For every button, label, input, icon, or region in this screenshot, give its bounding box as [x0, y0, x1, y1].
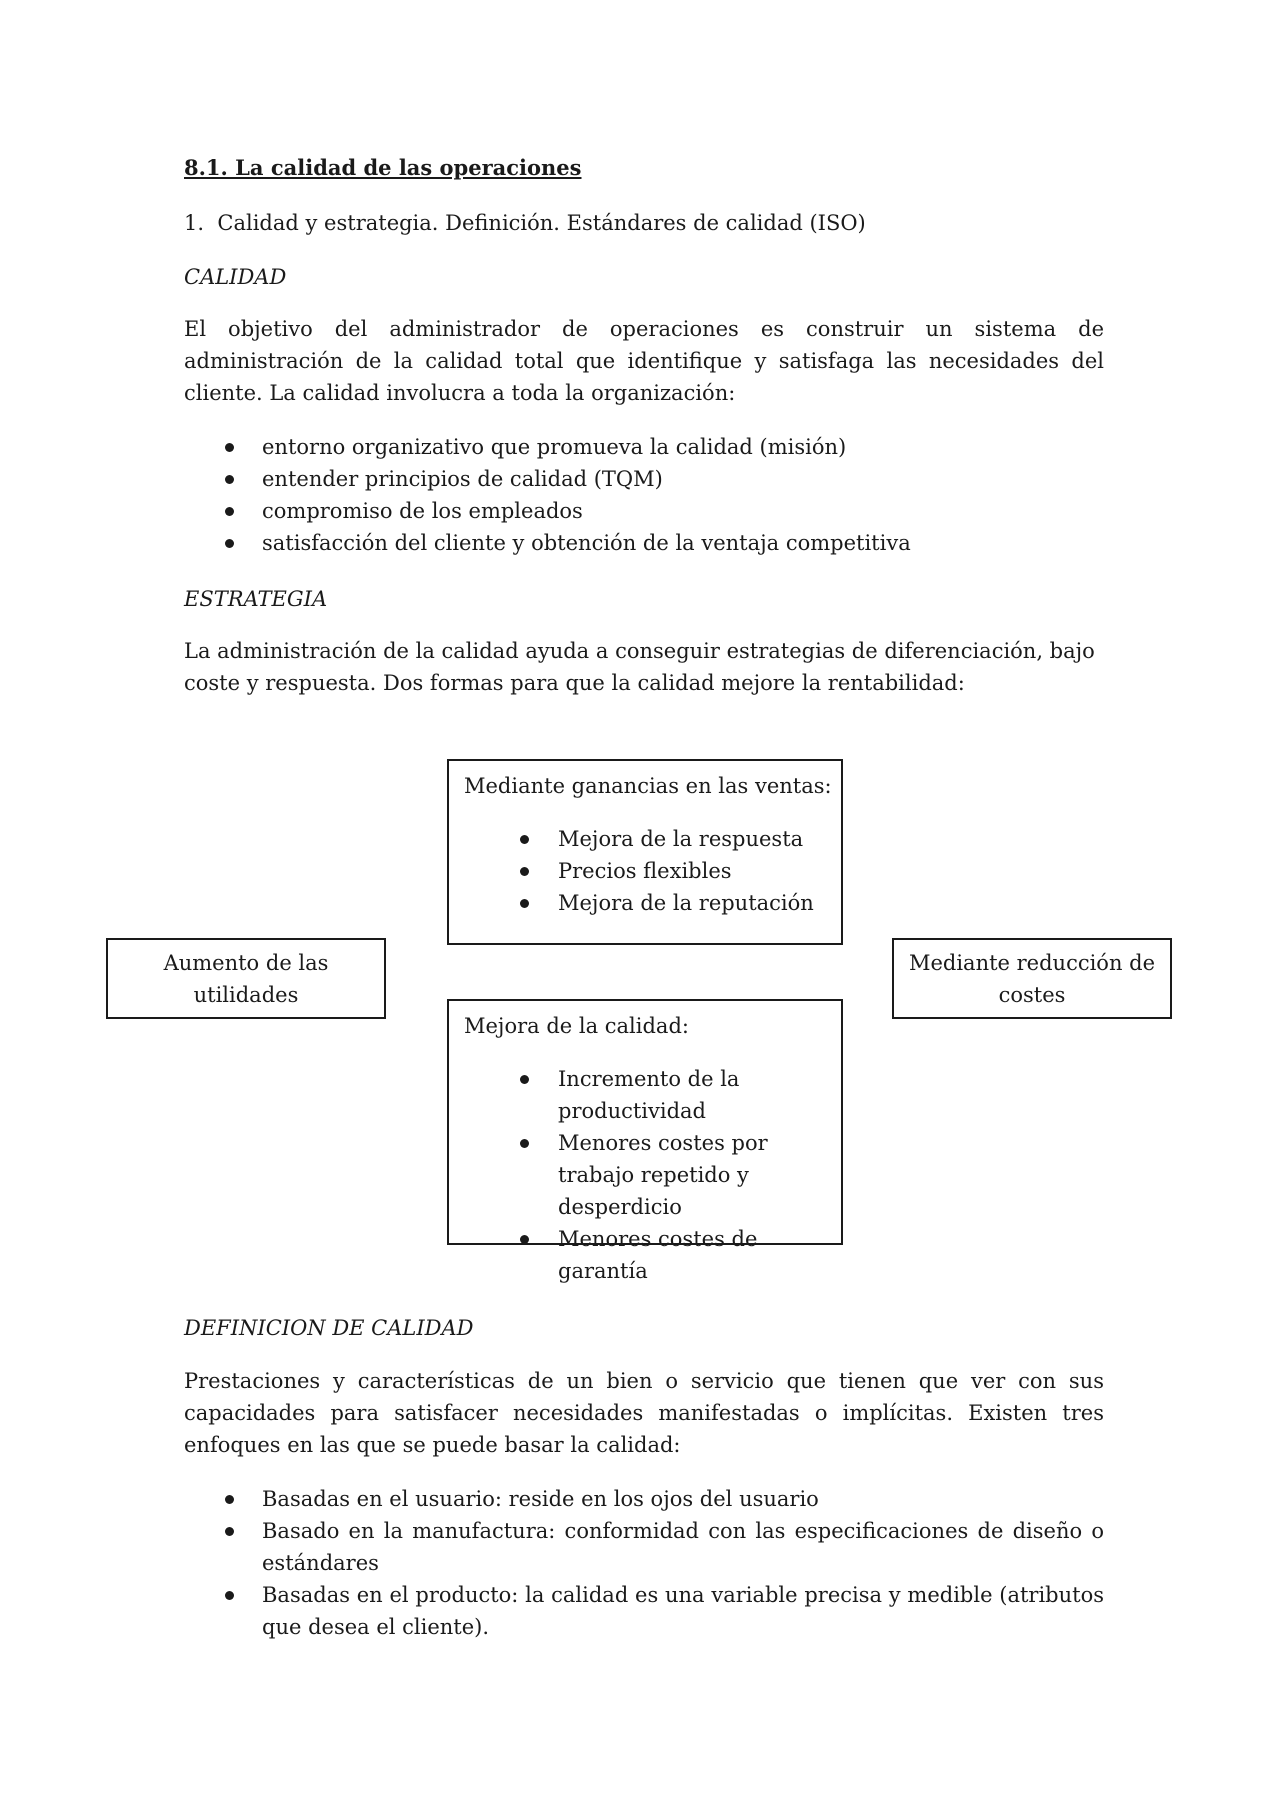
- list-item: entender principios de calidad (TQM): [184, 463, 1104, 495]
- calidad-paragraph: El objetivo del administrador de operaciones es construir un sistema de administración de la calidad total que identifique y satisfaga las necesidades del cliente. La calidad involucra a toda la organización:: [184, 317, 1104, 405]
- sales-gains-box: [447, 759, 843, 945]
- list-item: Mejora de la reputación: [464, 887, 827, 919]
- box-label: Mediante reducción de costes: [908, 950, 1156, 1007]
- list-item: Precios flexibles: [464, 855, 827, 887]
- list-item: Menores costes por trabajo repetido y desperdicio: [464, 1127, 827, 1223]
- list-item: Basadas en el usuario: reside en los ojos del usuario: [184, 1483, 1104, 1515]
- quality-improvement-box: [447, 999, 843, 1283]
- numbered-item: [184, 207, 1104, 239]
- box-title: Mediante ganancias en las ventas:: [464, 774, 832, 798]
- item-text: Calidad y estrategia. Definición. Estándares de calidad (ISO): [217, 211, 866, 235]
- box-title: Mejora de la calidad:: [464, 1014, 689, 1038]
- list-item: Basado en la manufactura: conformidad con las especificaciones de diseño o estándares: [184, 1515, 1104, 1579]
- list-item: Basadas en el producto: la calidad es una variable precisa y medible (atributos que desea el cliente).: [184, 1579, 1104, 1643]
- box-bullet-list: [464, 1063, 841, 1287]
- list-item: compromiso de los empleados: [184, 495, 1104, 527]
- box-bullet-list: [464, 823, 841, 919]
- list-item: Incremento de la productividad: [464, 1063, 827, 1127]
- calidad-heading: CALIDAD: [184, 265, 287, 289]
- item-number: 1.: [184, 211, 205, 235]
- list-item: Mejora de la respuesta: [464, 823, 827, 855]
- definicion-paragraph: Prestaciones y características de un bien o servicio que tienen que ver con sus capacidades para satisfacer necesidades manifestadas o implícitas. Existen tres enfoques en las que se puede basar la calidad:: [184, 1369, 1104, 1457]
- section-title: 8.1. La calidad de las operaciones: [184, 155, 582, 180]
- definicion-bullet-list: [184, 1483, 1104, 1643]
- estrategia-paragraph: La administración de la calidad ayuda a conseguir estrategias de diferenciación, bajo coste y respuesta. Dos formas para que la calidad mejore la rentabilidad:: [184, 639, 1095, 695]
- calidad-bullet-list: [184, 431, 1104, 559]
- list-item: satisfacción del cliente y obtención de la ventaja competitiva: [184, 527, 1104, 559]
- profit-increase-box: [106, 938, 386, 1019]
- definicion-heading: DEFINICION DE CALIDAD: [184, 1316, 474, 1340]
- list-item: Menores costes de garantía: [464, 1223, 827, 1287]
- box-label: Aumento de las utilidades: [163, 950, 329, 1007]
- cost-reduction-box: [892, 938, 1172, 1019]
- list-item: entorno organizativo que promueva la calidad (misión): [184, 431, 1104, 463]
- estrategia-heading: ESTRATEGIA: [184, 587, 328, 611]
